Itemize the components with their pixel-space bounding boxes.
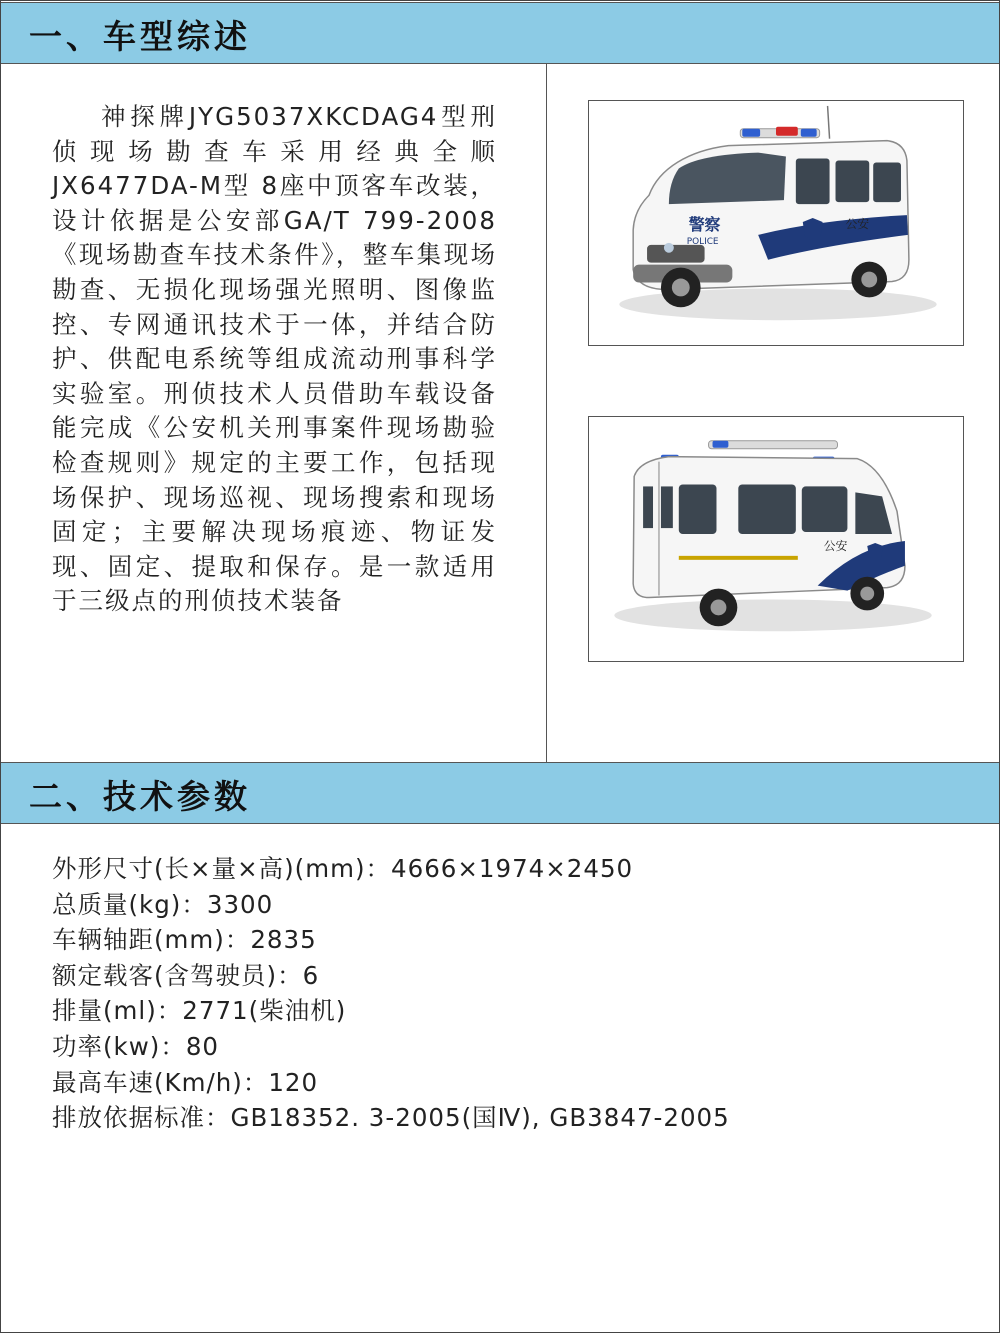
spec-wheelbase: 车辆轴距(mm)：2835 bbox=[52, 925, 317, 955]
spec-emission-standard: 排放依据标准：GB18352. 3-2005(国Ⅳ), GB3847-2005 bbox=[52, 1103, 730, 1133]
section-header-specs bbox=[1, 762, 999, 824]
spec-list bbox=[52, 850, 730, 1135]
police-van-front-illustration bbox=[589, 101, 963, 345]
spec-passengers: 额定载客(含驾驶员)：6 bbox=[52, 960, 320, 990]
overview-paragraph: 神探牌JYG5037XKCDAG4型刑侦现场勘查车采用经典全顺JX6477DA-M型 8座中顶客车改装，设计依据是公安部GA/T 799-2008《现场勘查车技术条件》，整车集现场勘查、无损化现场强光照明、图像监控、专网通讯技术于一体，并结合防护、供配电系统等组成流动刑事科学实验室。刑侦技术人员借助车载设备能完成《公安机关刑事案件现场勘验检查规则》规定的主要工作，包括现场保护、现场巡视、现场搜索和现场固定；主要解决现场痕迹、物证发现、固定、提取和保存。是一款适用于三级点的刑侦技术装备 bbox=[52, 102, 497, 616]
section-header-overview bbox=[1, 2, 999, 64]
spec-top-speed: 最高车速(Km/h)：120 bbox=[52, 1067, 319, 1097]
police-decal-en: POLICE bbox=[686, 236, 719, 247]
spec-dimensions: 外形尺寸(长×量×高)(mm)：4666×1974×2450 bbox=[52, 854, 634, 883]
section-title-overview: 一、车型综述 bbox=[29, 17, 251, 56]
public-security-decal-rear: 公安 bbox=[823, 538, 848, 553]
police-decal: 警察 bbox=[688, 214, 721, 234]
police-van-rear-illustration bbox=[589, 417, 963, 661]
vehicle-front-photo bbox=[588, 100, 964, 346]
spec-power: 功率(kw)：80 bbox=[52, 1031, 220, 1061]
public-security-decal: 公安 bbox=[845, 216, 870, 231]
vehicle-rear-photo bbox=[588, 416, 964, 662]
section-title-specs: 二、技术参数 bbox=[29, 777, 251, 816]
column-divider bbox=[546, 64, 547, 762]
spec-total-mass: 总质量(kg)：3300 bbox=[52, 889, 274, 919]
spec-displacement: 排量(ml)：2771(柴油机) bbox=[52, 996, 347, 1026]
